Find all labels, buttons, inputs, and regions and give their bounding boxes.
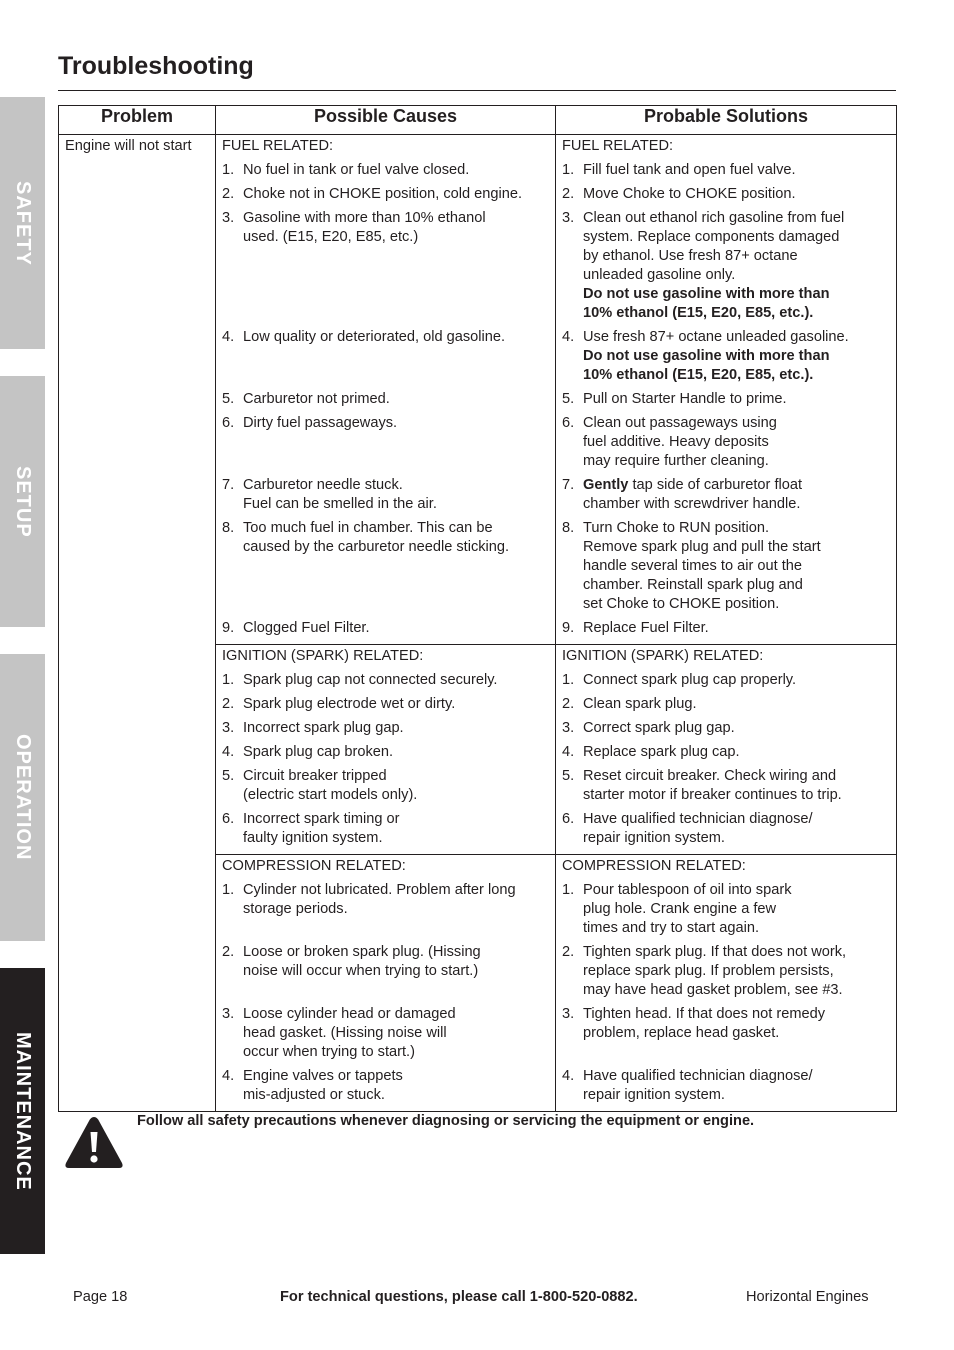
fuel-solution-heading: FUEL RELATED: [562,138,674,154]
list-item [562,671,890,690]
troubleshooting-table [58,105,897,1112]
bold-warning-line: 10% ethanol (E15, E20, E85, etc.). [583,305,814,321]
item-number: 8. [222,520,235,536]
item-number: 7. [222,477,235,493]
cause-text-line: mis-adjusted or stuck. [243,1087,385,1103]
cause-text-line: Circuit breaker tripped [243,768,387,784]
compression-solution-heading: COMPRESSION RELATED: [562,858,746,874]
solutions-cell-fuel [556,135,897,645]
tab-safety[interactable] [0,97,45,349]
cause-text-line: Spark plug cap not connected securely. [243,672,498,688]
bold-warning-line: Do not use gasoline with more than [583,286,830,302]
list-item [222,185,549,204]
cause-text-line: Engine valves or tappets [243,1068,403,1084]
compression-cause-heading: COMPRESSION RELATED: [222,858,406,874]
cause-text-line: Spark plug electrode wet or dirty. [243,696,456,712]
solution-text-line: Use fresh 87+ octane unleaded gasoline. [583,329,849,345]
item-number: 1. [562,882,575,898]
list-item [222,209,549,323]
solution-text-line: Fill fuel tank and open fuel valve. [583,162,796,178]
solution-text-line: fuel additive. Heavy deposits [583,434,769,450]
list-item [562,810,890,848]
solutions-cell-compression [556,855,897,1112]
item-number: 3. [562,210,575,226]
list-item [562,719,890,738]
item-number: 4. [222,1068,235,1084]
list-item [562,1005,890,1062]
solution-text-line: Clean spark plug. [583,696,697,712]
list-item [222,414,549,471]
tab-safety-label: SAFETY [12,180,34,266]
cause-text-line: Low quality or deteriorated, old gasoline. [243,329,506,345]
solution-text-line: Remove spark plug and pull the start [583,539,821,555]
warning-triangle-icon [64,1114,124,1170]
item-number: 2. [222,186,235,202]
tab-setup-label: SETUP [12,465,34,538]
solution-text-line: Clean out ethanol rich gasoline from fuel [583,210,845,226]
item-number: 6. [222,811,235,827]
header-problem: Problem [59,106,216,135]
solution-text-line: Clean out passageways using [583,415,777,431]
item-number: 9. [222,620,235,636]
solution-text-line: Reset circuit breaker. Check wiring and [583,768,837,784]
item-number: 3. [222,720,235,736]
item-number: 2. [222,944,235,960]
item-number: 2. [562,186,575,202]
list-item [562,161,890,180]
item-number: 9. [562,620,575,636]
solution-text-line: Pull on Starter Handle to prime. [583,391,787,407]
list-item [222,476,549,514]
solution-text-line: plug hole. Crank engine a few [583,901,777,917]
item-number: 3. [562,1006,575,1022]
list-item [222,619,549,638]
item-number: 5. [562,768,575,784]
list-item [562,185,890,204]
list-item [222,810,549,848]
item-number: 1. [222,882,235,898]
item-number: 1. [222,162,235,178]
list-item [562,476,890,514]
solution-text-line: repair ignition system. [583,830,725,846]
tab-setup[interactable] [0,376,45,627]
solution-text-line: replace spark plug. If problem persists, [583,963,834,979]
list-item [222,671,549,690]
solution-text-line: Move Choke to CHOKE position. [583,186,796,202]
list-item [562,767,890,805]
solutions-cell-ignition [556,645,897,855]
solution-text-line: handle several times to air out the [583,558,803,574]
list-item [562,414,890,471]
list-item [562,943,890,1000]
cause-text-line: Choke not in CHOKE position, cold engine. [243,186,523,202]
solution-text-line: by ethanol. Use fresh 87+ octane [583,248,798,264]
problem-cell: Engine will not start [59,135,216,1112]
cause-text-line: Incorrect spark plug gap. [243,720,404,736]
list-item [562,390,890,409]
list-item [222,1005,549,1062]
solution-text-line: chamber with screwdriver handle. [583,496,801,512]
item-number: 4. [562,1068,575,1084]
list-item [222,719,549,738]
list-item [562,328,890,385]
causes-cell-ignition [216,645,556,855]
list-item [222,695,549,714]
list-item [562,1067,890,1105]
tab-maintenance-label: MAINTENANCE [12,1031,34,1191]
warning-text: Follow all safety precautions whenever diagnosing or servicing the equipment or engine. [137,1113,755,1129]
solution-text-line: set Choke to CHOKE position. [583,596,780,612]
cause-text-line: Too much fuel in chamber. This can be [243,520,493,536]
cause-text-line: Carburetor needle stuck. [243,477,403,493]
page-title: Troubleshooting [58,52,254,80]
item-number: 3. [222,1006,235,1022]
fuel-cause-heading: FUEL RELATED: [222,138,334,154]
list-item [222,161,549,180]
item-number: 4. [562,329,575,345]
cause-text-line: No fuel in tank or fuel valve closed. [243,162,470,178]
cause-text-line: caused by the carburetor needle sticking. [243,539,510,555]
solution-text-line: Turn Choke to RUN position. [583,520,770,536]
list-item [222,328,549,385]
solution-text-line: Have qualified technician diagnose/ [583,811,813,827]
cause-text-line: Loose cylinder head or damaged [243,1006,456,1022]
list-item [222,881,549,938]
list-item [562,743,890,762]
footer-page-number: Page 18 [73,1289,128,1305]
solution-text-line: Replace Fuel Filter. [583,620,709,636]
cause-text-line: Loose or broken spark plug. (Hissing [243,944,481,960]
solution-text-line: Tighten spark plug. If that does not work, [583,944,847,960]
solution-text-line: may have head gasket problem, see #3. [583,982,843,998]
title-divider [58,90,896,91]
list-item [562,619,890,638]
solution-text-line: Connect spark plug cap properly. [583,672,797,688]
solution-text-line: may require further cleaning. [583,453,769,469]
item-number: 5. [222,768,235,784]
cause-text-line: (electric start models only). [243,787,418,803]
cause-text-line: Spark plug cap broken. [243,744,394,760]
header-causes: Possible Causes [216,106,556,135]
cause-text-line: Dirty fuel passageways. [243,415,398,431]
cause-text-line: head gasket. (Hissing noise will [243,1025,447,1041]
solution-text-line: Pour tablespoon of oil into spark [583,882,792,898]
footer-product-name: Horizontal Engines [746,1289,869,1305]
cause-text-line: Cylinder not lubricated. Problem after long [243,882,516,898]
item-number: 6. [222,415,235,431]
item-number: 4. [562,744,575,760]
list-item [222,767,549,805]
cause-text-line: storage periods. [243,901,348,917]
table-header-row [59,106,897,135]
list-item [562,695,890,714]
item-number: 3. [562,720,575,736]
item-number: 6. [562,415,575,431]
list-item [222,943,549,1000]
header-solutions: Probable Solutions [556,106,897,135]
cause-text-line: Fuel can be smelled in the air. [243,496,437,512]
solution-text-line: Tighten head. If that does not remedy [583,1006,826,1022]
item-number: 1. [562,162,575,178]
solution-text-line: Correct spark plug gap. [583,720,735,736]
item-number: 2. [562,696,575,712]
cause-text-line: used. (E15, E20, E85, etc.) [243,229,419,245]
item-number: 3. [222,210,235,226]
item-number: 8. [562,520,575,536]
solution-text-line: Have qualified technician diagnose/ [583,1068,813,1084]
solution-text-line [583,476,890,495]
emphasis-text: Gently [583,477,629,493]
item-number: 4. [222,744,235,760]
item-number: 4. [222,329,235,345]
bold-warning-line: Do not use gasoline with more than [583,348,830,364]
solution-text-line: chamber. Reinstall spark plug and [583,577,803,593]
bold-warning-line: 10% ethanol (E15, E20, E85, etc.). [583,367,814,383]
list-item [562,209,890,323]
ignition-cause-heading: IGNITION (SPARK) RELATED: [222,648,424,664]
tab-operation[interactable] [0,654,45,941]
solution-text-line: Replace spark plug cap. [583,744,740,760]
solution-text-line: starter motor if breaker continues to trip. [583,787,842,803]
ignition-solution-heading: IGNITION (SPARK) RELATED: [562,648,764,664]
list-item [222,519,549,614]
list-item [222,1067,549,1105]
solution-text-line: system. Replace components damaged [583,229,840,245]
causes-cell-compression [216,855,556,1112]
item-number: 6. [562,811,575,827]
list-item [562,881,890,938]
item-number: 1. [562,672,575,688]
item-number: 2. [562,944,575,960]
tab-operation-label: OPERATION [12,734,34,861]
item-number: 2. [222,696,235,712]
cause-text-line: faulty ignition system. [243,830,383,846]
list-item [222,390,549,409]
cause-text-line: Carburetor not primed. [243,391,390,407]
cause-text-line: Gasoline with more than 10% ethanol [243,210,486,226]
solution-text-line: unleaded gasoline only. [583,267,736,283]
cause-text-line: noise will occur when trying to start.) [243,963,479,979]
tab-maintenance[interactable] [0,968,45,1254]
item-number: 5. [562,391,575,407]
cause-text-line: Clogged Fuel Filter. [243,620,370,636]
causes-cell-fuel [216,135,556,645]
item-number: 1. [222,672,235,688]
item-number: 7. [562,477,575,493]
footer-support-phone: For technical questions, please call 1-800-520-0882. [280,1289,638,1305]
cause-text-line: Incorrect spark timing or [243,811,400,827]
list-item [562,519,890,614]
cause-text-line: occur when trying to start.) [243,1044,415,1060]
solution-text: tap side of carburetor float [628,477,803,493]
solution-text-line: times and try to start again. [583,920,760,936]
solution-text-line: repair ignition system. [583,1087,725,1103]
solution-text-line: problem, replace head gasket. [583,1025,780,1041]
list-item [222,743,549,762]
table-row [59,135,897,645]
item-number: 5. [222,391,235,407]
